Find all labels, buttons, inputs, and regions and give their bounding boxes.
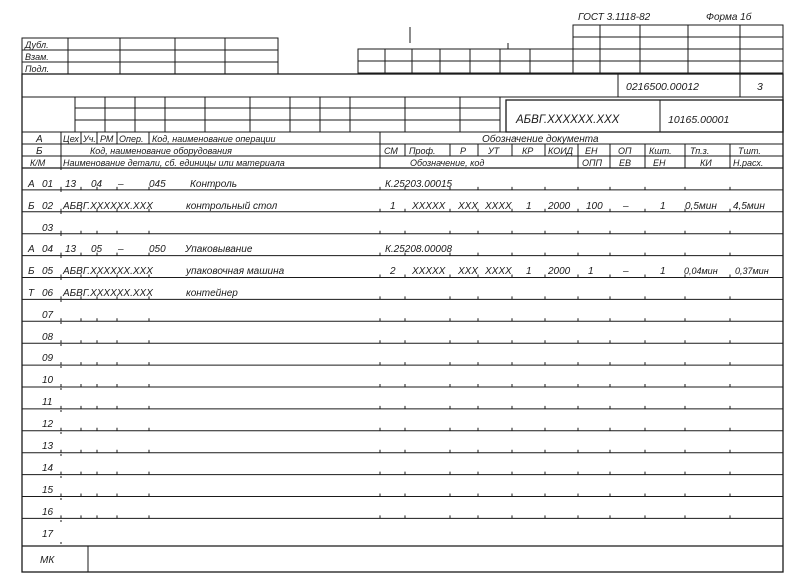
hdr-nrash: Н.расх. [733, 158, 764, 168]
row-tpz: 0,5мин [685, 201, 717, 212]
hdr-prof: Проф. [409, 146, 436, 156]
row-prof: ХХХХХ [412, 201, 446, 212]
row-02 [28, 201, 765, 212]
row-number: 05 [42, 266, 54, 277]
hdr-ev: ЕВ [619, 158, 632, 168]
table-row-lines [22, 168, 783, 546]
row-name: упаковочная машина [186, 266, 285, 277]
document-header [22, 97, 783, 132]
row-05 [28, 266, 769, 277]
row-code: АБВГ.ХХХХХХ.ХХХ [63, 266, 153, 277]
hdr-oper-name: Код, наименование операции [152, 134, 276, 144]
row-shop: 13 [65, 179, 77, 190]
row-tsht: 4,5мин [733, 201, 765, 212]
row-section: 05 [91, 244, 103, 255]
hdr-section: Уч. [83, 134, 96, 144]
hdr-ki: КИ [700, 158, 712, 168]
hdr-key-km: К/М [30, 158, 46, 168]
sheet-number: 3 [757, 81, 763, 93]
row-koid: 1 [526, 266, 532, 277]
row-number: 16 [42, 507, 54, 518]
row-prof: ХХХХХ [412, 266, 446, 277]
row-doc: К.25203.00015 [385, 179, 453, 190]
row-04 [27, 244, 453, 255]
hdr-ut: УТ [488, 146, 500, 156]
row-doc: К.25208.00008 [385, 244, 453, 255]
row-01 [27, 179, 453, 190]
hdr-opp: ОПП [582, 158, 603, 168]
footer-label: МК [40, 555, 55, 566]
row-code: АБВГ.ХХХХХХ.ХХХ [63, 288, 153, 299]
row-number: 09 [42, 353, 54, 364]
row-tpz: 0,04мин [684, 266, 718, 276]
column-headers [22, 132, 783, 168]
row-number: 01 [42, 179, 54, 190]
hdr-shop: Цех [63, 134, 79, 144]
hdr-en: ЕН [585, 146, 598, 156]
vzam-label: Взам. [25, 52, 49, 62]
row-x: 1 [660, 201, 666, 212]
row-number: 14 [42, 463, 54, 474]
sheet-code-row [22, 74, 783, 97]
hdr-koid: КОИД [548, 146, 573, 156]
row-en: 2000 [548, 201, 571, 212]
row-number: 11 [42, 397, 53, 408]
form-label: Форма 1б [706, 12, 752, 23]
row-ut: ХХХ [458, 201, 479, 212]
podl-label: Подл. [25, 64, 50, 74]
row-number: 12 [42, 419, 54, 430]
hdr-kst: Кшт. [649, 146, 672, 156]
gost-label: ГОСТ 3.1118-82 [578, 12, 651, 23]
hdr-r: Р [460, 146, 467, 156]
row-number: 13 [42, 441, 54, 452]
row-oper: 050 [149, 244, 166, 255]
hdr-kr: КР [522, 146, 534, 156]
row-koid: 1 [526, 201, 532, 212]
row-tsht: 0,37мин [735, 266, 769, 276]
row-03 [42, 223, 54, 234]
row-name: Контроль [190, 179, 237, 190]
hdr-material: Наименование детали, сб. единицы или материала [63, 158, 285, 168]
row-op: 1 [588, 266, 594, 277]
row-number: 17 [42, 529, 54, 540]
row-kst: – [623, 201, 629, 212]
row-number: 07 [42, 310, 54, 321]
row-kst: – [623, 266, 629, 277]
row-name: контрольный стол [186, 201, 278, 212]
row-rm: – [118, 244, 124, 255]
row-kr: ХХХХ [485, 201, 512, 212]
row-key: А [28, 179, 35, 190]
row-op: 100 [586, 201, 603, 212]
hdr-en2: ЕН [653, 158, 666, 168]
footer-block [22, 546, 783, 572]
hdr-rm: РМ [100, 134, 114, 144]
hdr-doc: Обозначение документа [482, 134, 599, 145]
row-section: 04 [91, 179, 103, 190]
row-number: 10 [42, 375, 54, 386]
row-shop: 13 [65, 244, 77, 255]
row-sm: 1 [390, 201, 396, 212]
dubl-label: Дубл. [25, 40, 49, 50]
row-x: 1 [660, 266, 666, 277]
hdr-key-b: Б [36, 146, 43, 157]
row-en: 2000 [548, 266, 571, 277]
hdr-sm: СМ [384, 146, 398, 156]
row-ut: ХХХ [458, 266, 479, 277]
hdr-op: ОП [618, 146, 632, 156]
top-stamp-grid [358, 25, 783, 73]
row-rm: – [118, 179, 124, 190]
row-code: АБВГ.ХХХХХХ.ХХХ [63, 201, 153, 212]
row-number: 15 [42, 485, 54, 496]
hdr-desig: Обозначение, код [410, 158, 485, 168]
document-designation: АБВГ.ХХХХХХ.ХХХ [516, 114, 620, 126]
row-key: А [28, 244, 35, 255]
hdr-tpz: Тп.з. [690, 146, 710, 156]
row-number: 08 [42, 332, 54, 343]
row-oper: 045 [149, 179, 166, 190]
row-name: контейнер [186, 288, 238, 299]
hdr-tsht: Тшт. [738, 146, 761, 156]
row-sm: 2 [390, 266, 396, 277]
sheet-code: 0216500.00012 [626, 81, 699, 93]
row-kr: ХХХХ [485, 266, 512, 277]
row-number: 02 [42, 201, 54, 212]
left-stamp-block [22, 38, 278, 74]
row-key: Б [28, 266, 35, 277]
row-number: 03 [42, 223, 54, 234]
hdr-key-a: А [36, 134, 43, 145]
hdr-equipment: Код, наименование оборудования [90, 146, 232, 156]
row-number: 06 [42, 288, 54, 299]
row-number: 04 [42, 244, 54, 255]
row-06 [28, 288, 238, 299]
document-code: 10165.00001 [668, 114, 730, 126]
row-name: Упаковывание [185, 244, 253, 255]
row-key: Т [28, 288, 35, 299]
row-key: Б [28, 201, 35, 212]
empty-row-numbers [42, 310, 54, 540]
hdr-oper: Опер. [119, 134, 144, 144]
